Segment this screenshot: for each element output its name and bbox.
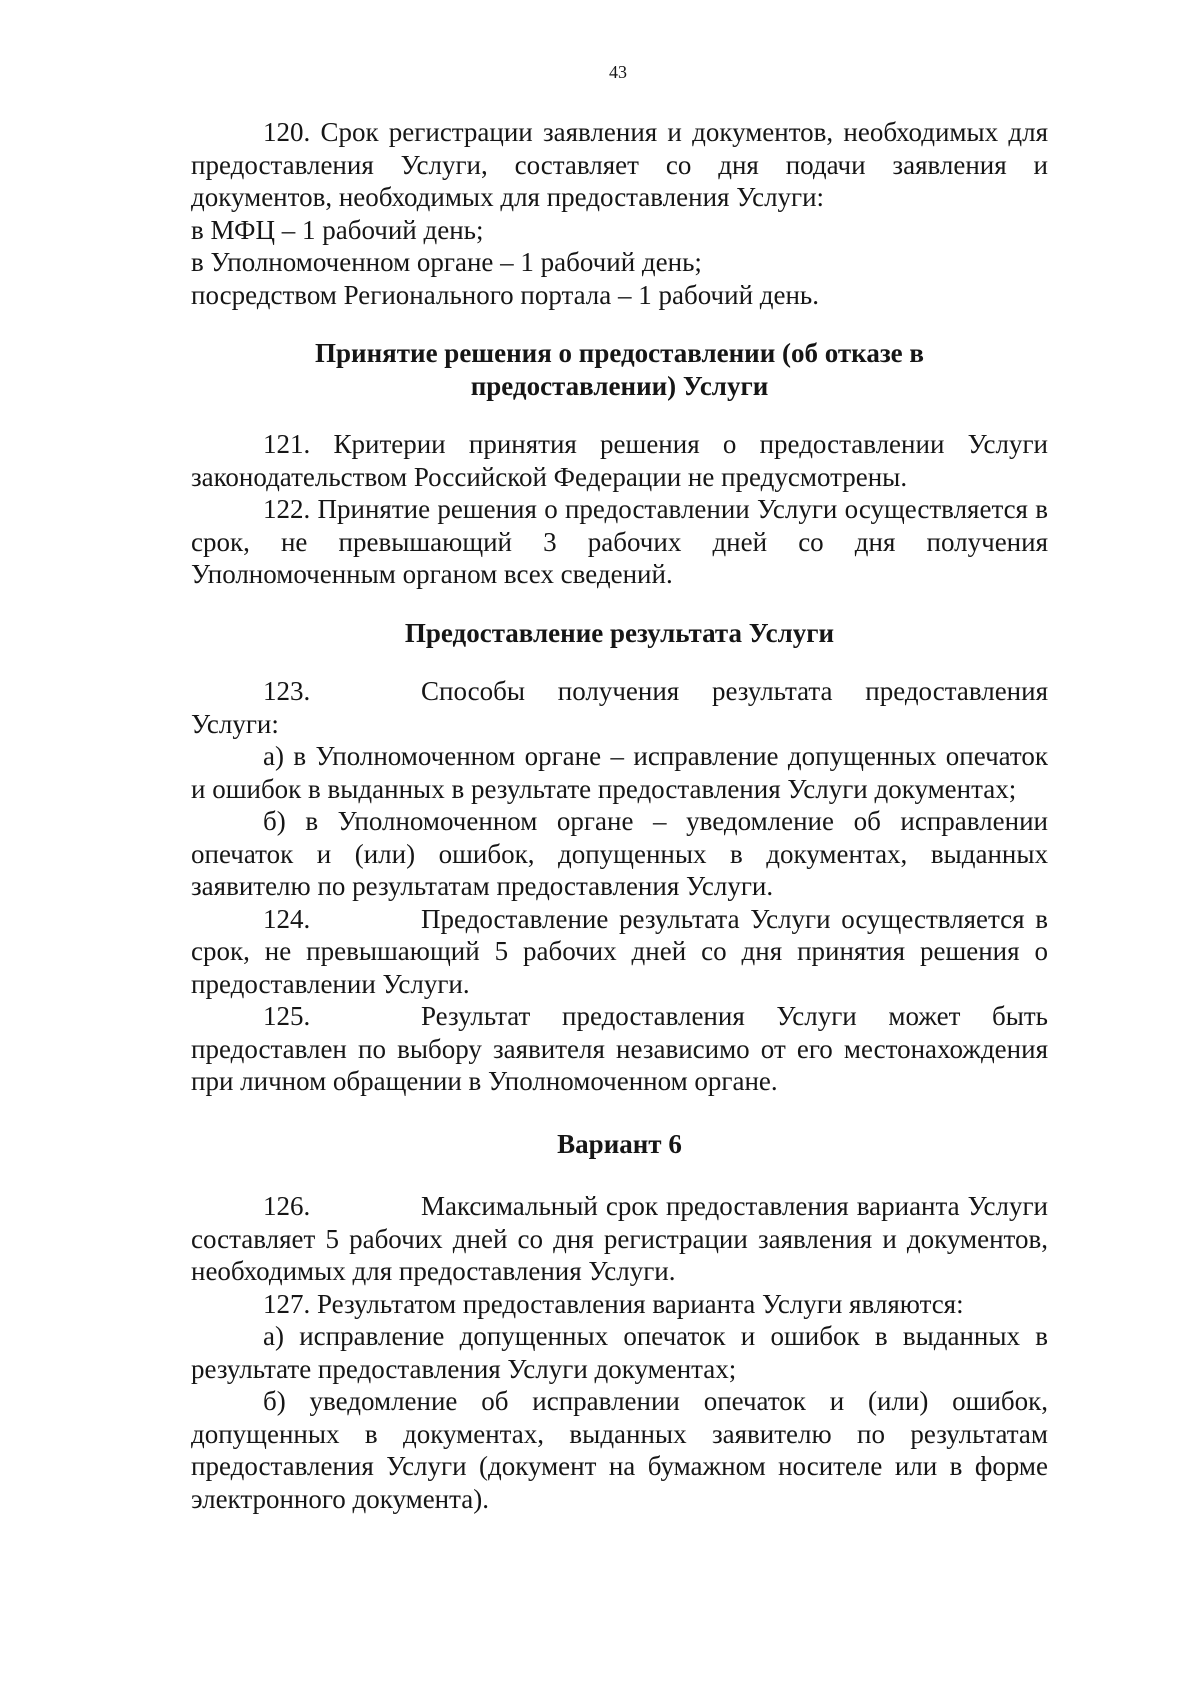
paragraph-127: 127. Результатом предоставления варианта Услуги являются: xyxy=(263,1288,964,1319)
paragraph-124-text: Предоставление результата Услуги осуществляется в срок, не превышающий 5 рабочих дней со дня принятия решения о предоставлении Услуги. xyxy=(191,903,1048,999)
paragraph-126 xyxy=(191,1190,1048,1288)
paragraph-123-number: 123. xyxy=(263,676,311,706)
section-heading-result: Предоставление результата Услуги xyxy=(404,617,835,648)
paragraph-127-b: б) уведомление об исправлении опечаток и (или) ошибок, допущенных в документах, выданных заявителю по результатам предоставления Услуги (документ на бумажном носителе или в форме электронного документа). xyxy=(191,1386,1048,1514)
paragraph-123 xyxy=(191,675,1048,740)
paragraph-121: 121. Критерии принятия решения о предоставлении Услуги законодательством Российской Федерации не предусмотрены. xyxy=(191,429,1048,492)
paragraph-120-portal: посредством Регионального портала – 1 рабочий день. xyxy=(191,279,820,310)
paragraph-125-text: Результат предоставления Услуги может быть предоставлен по выбору заявителя независимо от его местонахождения при личном обращении в Уполномоченном органе. xyxy=(191,1001,1048,1096)
paragraph-120-organ: в Уполномоченном органе – 1 рабочий день; xyxy=(191,247,702,277)
section-heading-decision: Принятие решения о предоставлении (об отказе в предоставлении) Услуги xyxy=(315,338,924,401)
paragraph-125 xyxy=(191,1000,1048,1098)
page-number: 43 xyxy=(609,62,627,82)
paragraph-120-mfc: в МФЦ – 1 рабочий день; xyxy=(191,214,484,245)
paragraph-123-text: Способы получения результата предоставления Услуги: xyxy=(191,676,1048,739)
paragraph-124 xyxy=(191,903,1048,1001)
document-body xyxy=(191,116,1048,1515)
paragraph-123-b: б) в Уполномоченном органе – уведомление об исправлении опечаток и (или) ошибок, допущенных в документах, выданных заявителю по результатам предоставления Услуги. xyxy=(191,806,1048,901)
paragraph-126-text: Максимальный срок предоставления варианта Услуги составляет 5 рабочих дней со дня регистрации заявления и документов, необходимых для предоставления Услуги. xyxy=(191,1191,1048,1286)
paragraph-122: 122. Принятие решения о предоставлении Услуги осуществляется в срок, не превышающий 3 рабочих дней со дня получения Уполномоченным органом всех сведений. xyxy=(191,494,1048,589)
paragraph-120: 120. Срок регистрации заявления и документов, необходимых для предоставления Услуги, составляет со дня подачи заявления и документов, необходимых для предоставления Услуги: xyxy=(191,117,1048,212)
paragraph-123-a: а) в Уполномоченном органе – исправление допущенных опечаток и ошибок в выданных в результате предоставления Услуги документах; xyxy=(191,741,1048,804)
paragraph-127-a: а) исправление допущенных опечаток и ошибок в выданных в результате предоставления Услуги документах; xyxy=(191,1321,1048,1384)
paragraph-124-number: 124. xyxy=(263,903,311,934)
paragraph-125-number: 125. xyxy=(263,1001,311,1031)
section-heading-variant: Вариант 6 xyxy=(557,1128,682,1159)
paragraph-126-number: 126. xyxy=(263,1191,311,1221)
